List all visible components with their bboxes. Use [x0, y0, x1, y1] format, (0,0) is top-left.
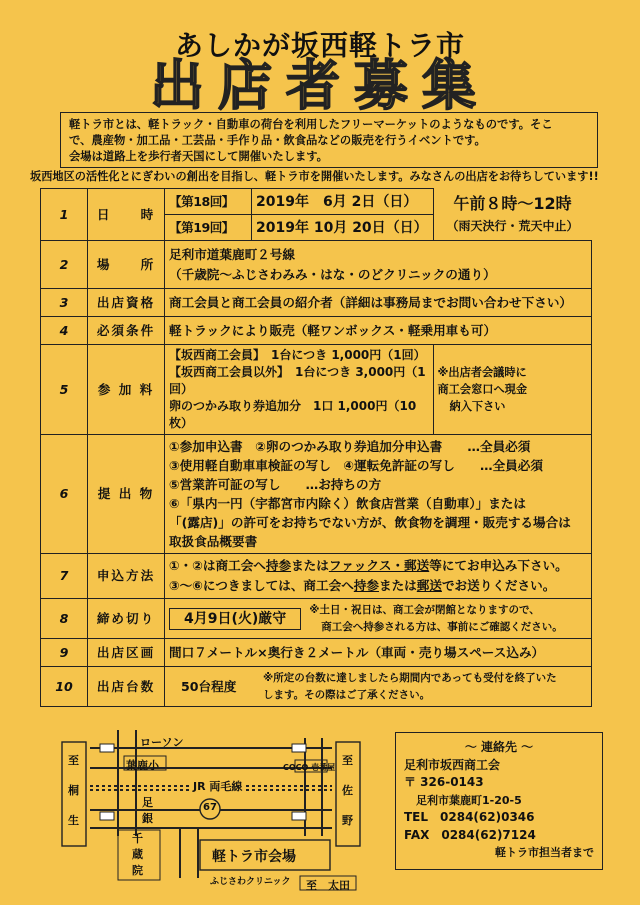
chitose-label: 院	[132, 864, 143, 877]
table-row	[41, 289, 592, 317]
fee-nonmember-value: 1台につき 3,000円（1回）	[169, 365, 426, 396]
venue-label: 軽トラ市会場	[212, 849, 296, 865]
row-value: 軽トラックにより販売（軽ワンボックス・軽乗用車も可）	[165, 317, 592, 345]
count-note: ※所定の台数に達しましたら期間内であっても受付を終了いた	[263, 671, 557, 684]
info-table	[40, 188, 592, 707]
deadline-note: 商工会へ持参される方は、事前にご確認ください。	[321, 620, 563, 633]
row-label: 申込方法	[88, 554, 165, 599]
count-cell	[165, 667, 592, 707]
row-number: 6	[41, 435, 88, 554]
sano-label: 野	[342, 814, 353, 827]
row-label: 日 時	[88, 189, 165, 241]
fee-note-line: ※出店者会議時に	[437, 366, 527, 379]
date-value: 2019年 6月 2日（日）	[252, 189, 434, 215]
kiryu-label: 桐	[68, 784, 79, 797]
deadline-note: ※土日・祝日は、商工会が閉館となりますので、	[309, 603, 540, 616]
row-label: 提 出 物	[88, 435, 165, 554]
row-label: 出店台数	[88, 667, 165, 707]
fee-note-line: 商工会窓口へ現金	[437, 383, 528, 396]
table-row	[41, 599, 592, 639]
apply-text: 持参	[353, 578, 379, 593]
doc-line: ⑥「県内一円（宇都宮市内除く）飲食店営業（自動車）」または	[169, 496, 526, 511]
intro-line: で、農産物・加工品・工芸品・手作り品・飲食品などの販売を行うイベントです。	[69, 134, 486, 147]
rain-note: （雨天決行・荒天中止）	[446, 219, 579, 234]
row-value: 間口７メートル×奥行き２メートル（車両・売り場スペース込み）	[165, 639, 592, 667]
ashigin-label: 銀	[142, 812, 153, 825]
fee-nonmember: 【坂西商工会員以外】	[169, 365, 284, 379]
row-label: 締め切り	[88, 599, 165, 639]
table-row	[41, 189, 592, 215]
table-row	[41, 241, 592, 289]
fee-member-value: 1台につき 1,000円（1回）	[271, 348, 426, 362]
fee-member: 【坂西商工会員】	[169, 348, 260, 362]
contact-post: 〒 326-0143	[404, 775, 484, 789]
kiryu-label: 至	[68, 754, 79, 767]
intro-box	[60, 112, 598, 168]
date-tag: 【第19回】	[165, 215, 252, 241]
contact-person: 軽トラ市担当者まで	[495, 846, 594, 859]
doc-line: 「(露店)」の許可をお持ちでない方が、飲食物を調理・販売する場合は	[169, 515, 571, 530]
row-number: 10	[41, 667, 88, 707]
apply-text: ファックス・郵送	[328, 558, 430, 573]
row-number: 5	[41, 345, 88, 435]
table-row	[41, 317, 592, 345]
coco-label: COCO 壱番屋	[283, 763, 336, 772]
fee-note-line: 納入下さい	[449, 400, 506, 413]
time-value: 午前８時～12時	[453, 194, 572, 214]
ota-label: 至 太田	[306, 879, 350, 892]
count-note: します。その際はご了承ください。	[263, 688, 431, 701]
page-title: あしかが坂西軽トラ市	[174, 29, 465, 62]
apply-text: または	[291, 558, 329, 573]
table-row	[41, 345, 592, 435]
time-cell	[433, 189, 592, 241]
row-value: 商工会員と商工会員の紹介者（詳細は事務局までお問い合わせ下さい）	[165, 289, 592, 317]
access-map	[60, 728, 400, 900]
sano-label: 至	[342, 754, 353, 767]
row-label: 出店資格	[88, 289, 165, 317]
date-value: 2019年 10月 20日（日）	[252, 215, 434, 241]
contact-box	[395, 732, 603, 870]
table-row	[41, 667, 592, 707]
apply-cell	[165, 554, 592, 599]
table-row	[41, 435, 592, 554]
jr-label: JR 両毛線	[190, 778, 245, 794]
contact-tel: TEL 0284(62)0346	[404, 810, 535, 824]
place-line: 足利市道葉鹿町２号線	[169, 246, 295, 262]
contact-heading: ～ 連絡先 ～	[464, 740, 534, 754]
row-label: 場 所	[88, 241, 165, 289]
chitose-label: 蔵	[132, 848, 143, 861]
table-row	[41, 639, 592, 667]
lawson-label: ローソン	[140, 736, 184, 749]
clinic-label: ふじさわクリニック	[210, 877, 291, 887]
kiryu-label: 生	[68, 814, 79, 827]
apply-text: ①・②は商工会へ	[169, 558, 266, 573]
table-row	[41, 554, 592, 599]
fee-cell	[165, 345, 434, 435]
contact-address: 足利市葉鹿町1-20-5	[416, 793, 522, 807]
apply-text: 等にてお申込み下さい。	[429, 558, 568, 573]
doc-line: ①参加申込書 ②卵のつかみ取り券追加分申込書 …全員必須	[169, 439, 531, 454]
chitose-label: 千	[132, 832, 143, 845]
deadline-cell	[165, 599, 592, 639]
contact-fax: FAX 0284(62)7124	[404, 827, 536, 842]
row-label: 参 加 料	[88, 345, 165, 435]
row-label: 必須条件	[88, 317, 165, 345]
place-cell	[165, 241, 592, 289]
row-number: 3	[41, 289, 88, 317]
place-line: （千歳院～ふじさわみみ・はな・のどクリニックの通り）	[169, 266, 496, 282]
route-label: 67	[203, 802, 217, 813]
apply-text: または	[378, 578, 417, 593]
deadline-value: 4月9日(火)厳守	[169, 608, 301, 630]
row-number: 8	[41, 599, 88, 639]
row-number: 2	[41, 241, 88, 289]
row-label: 出店区画	[88, 639, 165, 667]
apply-text: ③～⑥につきましては、商工会へ	[169, 578, 354, 593]
date-tag: 【第18回】	[165, 189, 252, 215]
fee-note	[433, 345, 592, 435]
doc-line: 取扱食品概要書	[169, 534, 258, 549]
row-number: 4	[41, 317, 88, 345]
apply-text: 持参	[265, 558, 292, 573]
fee-egg: 卵のつかみ取り券追加分 1口 1,000円（10枚）	[169, 399, 417, 430]
documents-cell	[165, 435, 592, 554]
row-number: 1	[41, 189, 88, 241]
page-subtitle: 出店者募集	[150, 54, 490, 117]
hajika-label: 葉鹿小	[126, 759, 159, 772]
ashigin-label: 足	[142, 796, 153, 809]
doc-line: ⑤営業許可証の写し …お持ちの方	[169, 477, 382, 492]
apply-text: でお送りください。	[441, 578, 556, 593]
apply-text: 郵送	[416, 578, 442, 593]
lead-text: 坂西地区の活性化とにぎわいの創出を目指し、軽トラ市を開催いたします。みなさんの出店をお待ちしています!!	[30, 170, 599, 183]
intro-line: 会場は道路上を歩行者天国にして開催いたします。	[69, 150, 328, 163]
row-number: 7	[41, 554, 88, 599]
intro-line: 軽トラ市とは、軽トラック・自動車の荷台を利用したフリーマーケットのようなものです。そこ	[69, 118, 553, 131]
doc-line: ③使用軽自動車車検証の写し ④運転免許証の写し …全員必須	[169, 458, 543, 473]
count-value: 50台程度	[181, 678, 237, 694]
sano-label: 佐	[342, 784, 353, 797]
contact-org: 足利市坂西商工会	[404, 757, 501, 772]
row-number: 9	[41, 639, 88, 667]
